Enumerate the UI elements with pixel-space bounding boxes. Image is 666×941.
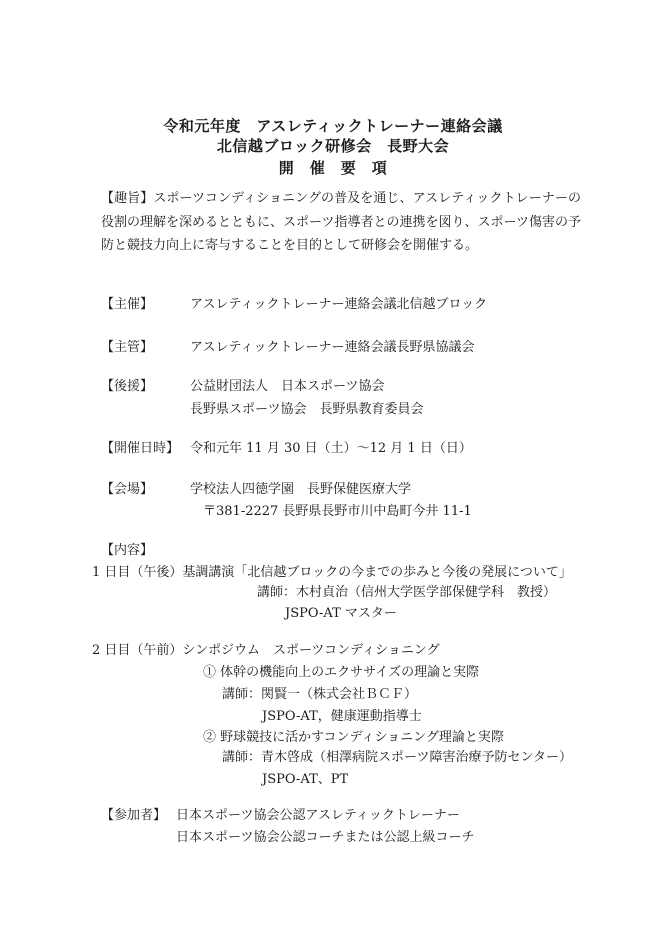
support-value-1: 公益財団法人 日本スポーツ協会 bbox=[190, 379, 385, 394]
date-value: 令和元年 11 月 30 日（土）～12 月 1 日（日） bbox=[190, 441, 472, 456]
support-label: 【後援】 bbox=[101, 379, 154, 394]
title-line-3: 開 催 要 項 bbox=[278, 159, 388, 177]
organizer-label: 【主管】 bbox=[101, 340, 154, 355]
content-label: 【内容】 bbox=[101, 543, 154, 558]
date-label: 【開催日時】 bbox=[101, 441, 180, 456]
title-line-2: 北信越ブロック研修会 長野大会 bbox=[216, 137, 450, 155]
participants-line-1: 日本スポーツ協会公認アスレティックトレーナー bbox=[176, 808, 460, 823]
participants-label: 【参加者】 bbox=[101, 808, 167, 823]
day2-topic-1-lecturer-title: JSPO-AT，健康運動指導士 bbox=[262, 709, 422, 724]
day2-topic-1-lecturer: 講師：関賢一（株式会社ＢＣＦ） bbox=[222, 687, 418, 702]
purpose-paragraph: 【趣旨】スポーツコンディショニングの普及を通じ、アスレティックトレーナーの役割の理解を深めるとともに、スポーツ指導者との連携を図り、スポーツ傷害の予防と競技力向上に寄与することを目的として研修会を開催する。 bbox=[101, 191, 581, 253]
support-value-2: 長野県スポーツ協会 長野県教育委員会 bbox=[190, 402, 424, 417]
day2-topic-1: ① 体幹の機能向上のエクササイズの理論と実際 bbox=[203, 665, 480, 680]
day1-line: 1 日目（午後）基調講演「北信越ブロックの今までの歩みと今後の発展について」 bbox=[92, 565, 572, 580]
host-value: アスレティックトレーナー連絡会議北信越ブロック bbox=[190, 297, 488, 312]
day2-topic-2-lecturer: 講師：青木啓成（相澤病院スポーツ障害治療予防センター） bbox=[222, 750, 572, 765]
participants-line-2: 日本スポーツ協会公認コーチまたは公認上級コーチ bbox=[176, 830, 475, 845]
venue-name: 学校法人四徳学園 長野保健医療大学 bbox=[190, 482, 412, 497]
day1-lecturer: 講師：木村貞治（信州大学医学部保健学科 教授） bbox=[257, 585, 557, 600]
day2-topic-2: ② 野球競技に活かすコンディショニング理論と実際 bbox=[203, 730, 504, 745]
title-line-1: 令和元年度 アスレティックトレーナー連絡会議 bbox=[163, 117, 503, 135]
day1-lecturer-title: JSPO-AT マスター bbox=[285, 606, 397, 621]
day2-topic-2-lecturer-title: JSPO-AT、PT bbox=[262, 772, 349, 787]
host-label: 【主催】 bbox=[101, 297, 154, 312]
day2-line: 2 日目（午前）シンポジウム スポーツコンディショニング bbox=[92, 643, 440, 658]
organizer-value: アスレティックトレーナー連絡会議長野県協議会 bbox=[190, 340, 475, 355]
venue-label: 【会場】 bbox=[101, 482, 154, 497]
venue-address: 〒381-2227 長野県長野市川中島町今井 11-1 bbox=[203, 504, 472, 519]
